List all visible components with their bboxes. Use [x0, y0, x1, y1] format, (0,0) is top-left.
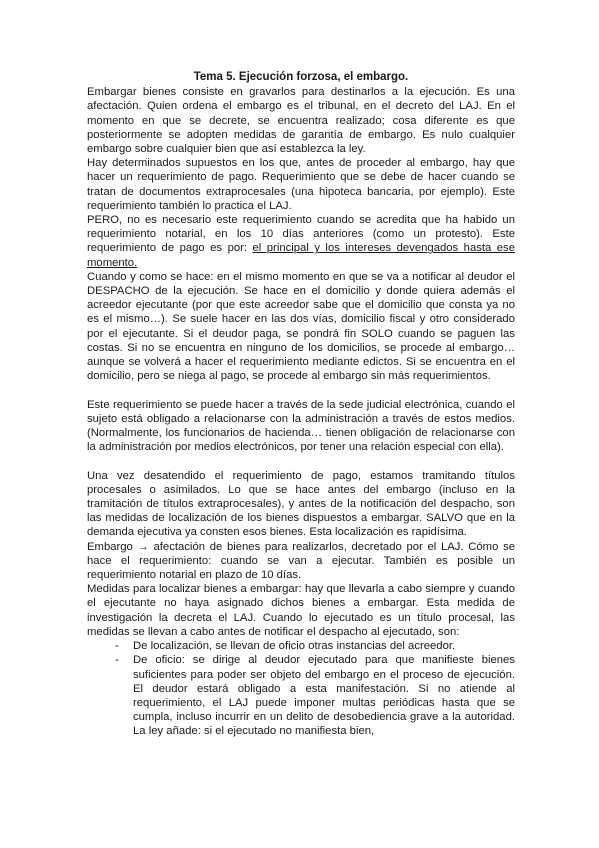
paragraph-cuando-como: Cuando y como se hace: en el mismo momento en que se va a notificar al deudor el DESPACHO de la ejecución. Se hace en el domicilio y donde quiera además el acreedor ejecutante (por que este acreedor sabe que el domicilio que consta ya no es el mismo…). Se suele hacer en las dos vías, domicilio fiscal y otro considerado por el ejecutante. Si el deudor paga, se pondrá fin SOLO cuando se paguen las costas. Si no se encuentra en ninguno de los domicilios, se procede al embargo… aunque se volverá a hacer el requerimiento mediante edictos. Si se encuentra en el domicilio, pero se niega al pago, se procede al embargo sin más requerimientos. [87, 270, 515, 383]
underlined-phrase: el principal y los intereses devengados hasta ese momento. [87, 242, 515, 269]
list-bullet: - [115, 654, 119, 667]
paragraph-spacer [87, 383, 515, 397]
paragraph-sede-electronica: Este requerimiento se puede hacer a través de la sede judicial electrónica, cuando el sujeto está obligado a relacionarse con la administración a través de estos medios. (Normalmente, los funcionarios de hacienda… tienen obligación de relacionarse con la administración por medios electrónicos, por tener una relación especial con ella). [87, 398, 515, 454]
list-item-text: De oficio: se dirige al deudor ejecutado para que manifieste bienes suficientes para poder ser objeto del embargo en el proceso de ejecución. El deudor estará obligado a esta manifestación. Si no atiende al requerimiento, el LAJ puede imponer multas periódicas hasta que se cumpla, incluso incurrir en un delito de desobediencia grave a la autoridad. La ley añade: si el ejecutado no manifiesta bien, [133, 654, 515, 738]
measures-list [87, 639, 515, 738]
document-title: Tema 5. Ejecución forzosa, el embargo. [193, 71, 409, 83]
paragraph-medidas: Medidas para localizar bienes a embargar: hay que llevarla a cabo siempre y cuando el ejecutante no haya asignado dichos bienes a embargar. Esta medida de investigación la decreta el LAJ. Cuando lo ejecutado es un título procesal, las medidas se llevan a cabo antes de notificar el despacho al ejecutado, son: [87, 583, 515, 638]
paragraph-embargar: Embargar bienes consiste en gravarlos para destinarlos a la ejecución. Es una afectación. Quien ordena el embargo es el tribunal, en el decreto del LAJ. En el momento en que se decrete, se encuentra realizado; cosa diferente es que posteriormente se adopten medidas de garantía de embargo. Es nulo cualquier embargo sobre cualquier bien que así establezca la ley. [87, 86, 515, 156]
paragraph-pero-text: PERO, no es necesario este requerimiento cuando se acredita que ha habido un requerimiento notarial, en los 10 días anteriores (como un protesto). Este requerimiento de pago es por: [87, 214, 515, 255]
list-bullet: - [115, 640, 119, 653]
paragraph-pero [87, 213, 515, 270]
document-body [87, 70, 515, 739]
list-item [115, 639, 515, 653]
paragraph-spacer [87, 454, 515, 468]
list-item-text: De localización, se llevan de oficio otras instancias del acreedor. [133, 640, 456, 653]
paragraph-supuestos: Hay determinados supuestos en los que, antes de proceder al embargo, hay que hacer un requerimiento de pago. Requerimiento que se debe de hacer cuando se tratan de documentos extraprocesales (una hipoteca bancaria, por ejemplo). Este requerimiento también lo practica el LAJ. [87, 157, 515, 212]
paragraph-desatendido: Una vez desatendido el requerimiento de pago, estamos tramitando títulos procesales o asimilados. Lo que se hace antes del embargo (incluso en la tramitación de títulos extraprocesales), y antes de la notificación del despacho, son las medidas de localización de los bienes dispuestos a embargar. SALVO que en la demanda ejecutiva ya consten esos bienes. Esta localización es rapidísima. [87, 469, 515, 539]
paragraph-embargo-afectacion: Embargo → afectación de bienes para realizarlos, decretado por el LAJ. Cómo se hace el requerimiento: cuando se van a ejecutar. También es posible un requerimiento notarial en plazo de 10 días. [87, 540, 515, 582]
list-item [115, 653, 515, 738]
